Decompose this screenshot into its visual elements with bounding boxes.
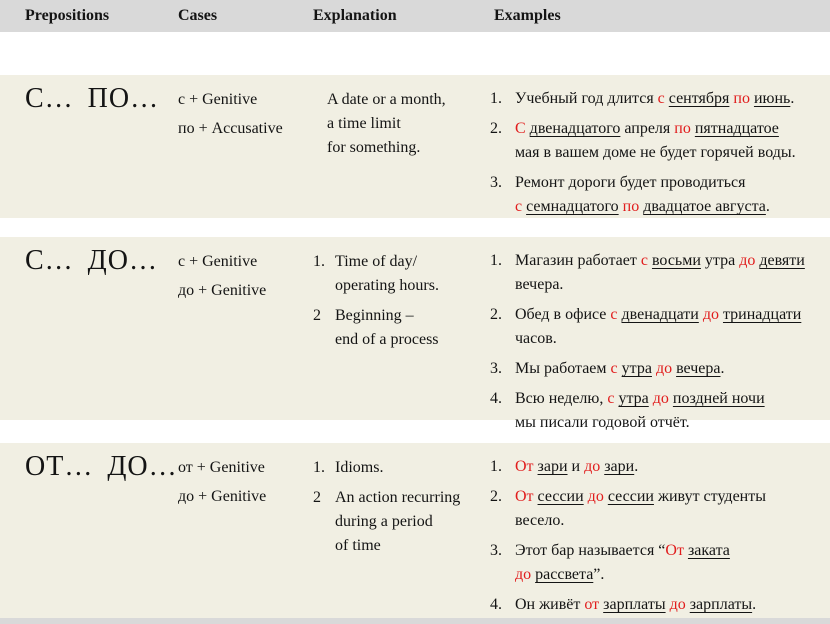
example-number: 2. [490, 120, 502, 137]
highlighted-preposition: от [584, 596, 600, 613]
table-header [0, 0, 830, 32]
highlighted-preposition: с [657, 90, 665, 107]
highlighted-preposition: до [652, 390, 669, 407]
case-line: от + Genitive [178, 459, 265, 476]
explanation-item-number: 2 [313, 489, 321, 506]
preposition-label: С… ДО… [25, 245, 158, 276]
underlined-word: двадцатое августа [643, 198, 766, 215]
underlined-word: зарплаты [603, 596, 666, 613]
prepositions-cell [25, 75, 178, 225]
highlighted-preposition: с [607, 390, 615, 407]
underlined-word: сентября [668, 90, 730, 107]
highlighted-preposition: до [584, 458, 601, 475]
column-header-explanation: Explanation [313, 7, 397, 24]
underlined-word: зарплаты [689, 596, 753, 613]
highlighted-preposition: по [733, 90, 750, 107]
example-sentence: С двенадцатого апреля по пятнадцатое мая в вашем доме не будет горячей воды. [515, 120, 796, 161]
highlighted-preposition: От [515, 458, 534, 475]
example-number: 1. [490, 252, 502, 269]
underlined-word: двенадцати [621, 306, 699, 323]
explanation-item-text: An action recurring during a period of time [335, 489, 461, 554]
highlighted-preposition: с [610, 306, 618, 323]
highlighted-preposition: до [655, 360, 673, 377]
underlined-word: двенадцатого [529, 120, 621, 137]
preposition-label: ОТ… ДО… [25, 451, 178, 482]
explanation-item [313, 250, 488, 298]
example-number: 3. [490, 174, 502, 191]
example-item [490, 357, 822, 381]
explanation-item-text: Time of day/ operating hours. [335, 253, 439, 294]
highlighted-preposition: до [669, 596, 686, 613]
example-sentence: Всю неделю, с утра до поздней ночи мы писали годовой отчёт. [515, 390, 765, 431]
example-sentence: От сессии до сессии живут студенты весело. [515, 488, 766, 529]
example-sentence: Ремонт дороги будет проводиться с семнадцатого по двадцатое августа. [515, 174, 770, 215]
example-sentence: Он живёт от зарплаты до зарплаты. [515, 596, 757, 613]
explanation-item [313, 304, 488, 352]
example-item [490, 117, 822, 165]
bottom-divider [0, 618, 830, 624]
explanation-item-text: A date or a month, a time limit for something. [327, 91, 446, 156]
case-line: до + Genitive [178, 282, 267, 299]
examples-cell [488, 75, 830, 225]
underlined-word: зари [537, 458, 568, 475]
explanation-cell [313, 75, 488, 225]
explanation-item-text: Beginning – end of a process [335, 307, 439, 348]
example-sentence: От зари и до зари. [515, 458, 639, 475]
case-line: с + Genitive [178, 91, 258, 108]
highlighted-preposition: От [515, 488, 534, 505]
highlighted-preposition: по [674, 120, 691, 137]
table-row [0, 443, 830, 618]
underlined-word: семнадцатого [526, 198, 619, 215]
example-item [490, 171, 822, 219]
highlighted-preposition: до [739, 252, 756, 269]
highlighted-preposition: С [515, 120, 526, 137]
table-row [0, 237, 830, 431]
explanation-item-number: 2 [313, 307, 321, 324]
underlined-word: заката [687, 542, 730, 559]
underlined-word: девяти [759, 252, 805, 269]
example-number: 2. [490, 488, 502, 505]
example-item [490, 303, 822, 351]
example-item [490, 249, 822, 297]
highlighted-preposition: От [665, 542, 684, 559]
table-body [0, 75, 830, 618]
example-item [490, 593, 822, 617]
preposition-label: С… ПО… [25, 83, 160, 114]
column-header-examples: Examples [494, 7, 561, 24]
explanation-item-number: 1. [313, 459, 325, 476]
highlighted-preposition: по [622, 198, 640, 215]
underlined-word: утра [621, 360, 652, 377]
example-number: 1. [490, 90, 502, 107]
underlined-word: тринадцати [722, 306, 802, 323]
example-item [490, 87, 822, 111]
explanation-cell [313, 237, 488, 441]
prepositions-cell [25, 237, 178, 441]
underlined-word: вечера [676, 360, 721, 377]
underlined-word: поздней ночи [672, 390, 765, 407]
example-sentence: Магазин работает с восьми утра до девяти вечера. [515, 252, 805, 293]
example-number: 3. [490, 542, 502, 559]
explanation-cell [313, 443, 488, 623]
example-item [490, 455, 822, 479]
example-number: 1. [490, 458, 502, 475]
example-item [490, 485, 822, 533]
prepositions-cell [25, 443, 178, 623]
underlined-word: июнь [753, 90, 791, 107]
example-number: 3. [490, 360, 502, 377]
column-header-prepositions: Prepositions [25, 7, 110, 24]
underlined-word: восьми [651, 252, 701, 269]
underlined-word: сессии [537, 488, 584, 505]
highlighted-preposition: с [640, 252, 648, 269]
underlined-word: утра [618, 390, 649, 407]
underlined-word: зари [604, 458, 635, 475]
case-line: по + Accusative [178, 120, 283, 137]
case-line: с + Genitive [178, 253, 258, 270]
highlighted-preposition: с [610, 360, 618, 377]
underlined-word: пятнадцатое [694, 120, 779, 137]
column-header-cases: Cases [178, 7, 218, 24]
example-number: 4. [490, 596, 502, 613]
highlighted-preposition: до [702, 306, 719, 323]
example-sentence: Обед в офисе с двенадцати до тринадцати часов. [515, 306, 802, 347]
example-number: 2. [490, 306, 502, 323]
cases-cell [178, 75, 313, 225]
cases-cell [178, 237, 313, 441]
examples-cell [488, 443, 830, 623]
explanation-item [313, 486, 488, 558]
explanation-item [313, 88, 488, 160]
cases-cell [178, 443, 313, 623]
underlined-word: сессии [607, 488, 654, 505]
example-number: 4. [490, 390, 502, 407]
table-row [0, 75, 830, 218]
highlighted-preposition: с [515, 198, 523, 215]
explanation-item-number: 1. [313, 253, 325, 270]
explanation-item-text: Idioms. [335, 459, 384, 476]
explanation-item [313, 456, 488, 480]
example-sentence: Этот бар называется “От заката до рассвета”. [515, 542, 730, 583]
explanation-item-number [313, 88, 327, 160]
case-line: до + Genitive [178, 488, 267, 505]
example-sentence: Учебный год длится с сентября по июнь. [515, 90, 795, 107]
example-sentence: Мы работаем с утра до вечера. [515, 360, 725, 377]
highlighted-preposition: до [587, 488, 604, 505]
underlined-word: рассвета [535, 566, 594, 583]
highlighted-preposition: до [515, 566, 532, 583]
example-item [490, 387, 822, 435]
example-item [490, 539, 822, 587]
examples-cell [488, 237, 830, 441]
